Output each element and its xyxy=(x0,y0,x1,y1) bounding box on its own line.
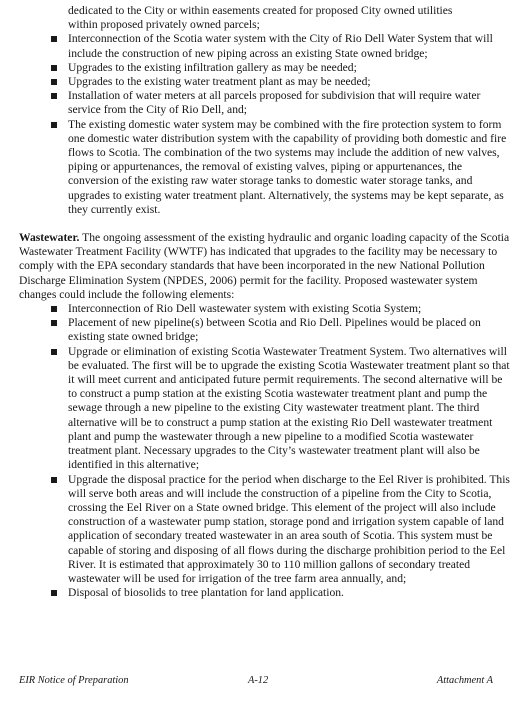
bullet-icon xyxy=(51,79,57,85)
bullet-icon xyxy=(51,65,57,71)
list-item xyxy=(19,345,513,473)
list-item xyxy=(19,586,513,600)
list-item-text: Disposal of biosolids to tree plantation for land application. xyxy=(68,586,344,600)
list-item xyxy=(19,75,513,89)
water-system-bullet-list xyxy=(19,32,513,217)
list-item xyxy=(19,473,513,587)
document-body xyxy=(19,4,513,600)
page-number: A-12 xyxy=(248,675,269,686)
wastewater-section xyxy=(19,231,513,600)
bullet-icon xyxy=(51,36,57,42)
list-item xyxy=(19,61,513,75)
bullet-icon xyxy=(51,477,57,483)
list-item xyxy=(19,32,513,60)
footer-attachment-label: Attachment A xyxy=(436,675,493,686)
bullet-icon xyxy=(51,306,57,312)
list-item xyxy=(19,89,513,117)
list-item-text: Placement of new pipeline(s) between Scotia and Rio Dell. Pipelines would be placed on existing state owned bridge; xyxy=(68,316,481,344)
bullet-icon xyxy=(51,122,57,128)
list-item-text: Installation of water meters at all parcels proposed for subdivision that will require water service from the City of Rio Dell, and; xyxy=(68,89,481,117)
bullet-icon xyxy=(51,349,57,355)
list-item xyxy=(19,316,513,344)
continuation-line-1: dedicated to the City or within easements created for proposed City owned utilities xyxy=(68,4,453,17)
list-item-text: Interconnection of the Scotia water system with the City of Rio Dell Water System that will include the construction of new piping across an existing State owned bridge; xyxy=(68,32,493,60)
list-item-text: Upgrade the disposal practice for the period when discharge to the Eel River is prohibited. This will serve both areas and will include the construction of a pipeline from the City to Scotia, crossing the Eel River on a State owned bridge. This element of the project will also include construction of a wastewater pump station, storage pond and irrigation system capable of land application of secondary treated wastewater in an area south of Scotia. This system must be capable of storing and disposing of all flows during the discharge prohibition period to the Eel River. It is estimated that approximately 30 to 110 million gallons of secondary treated wastewater will be used for irrigation of the tree farm area annually, and; xyxy=(68,472,510,585)
list-item-text: Upgrades to the existing water treatment plant as may be needed; xyxy=(68,75,371,89)
footer-document-title: EIR Notice of Preparation xyxy=(19,675,129,686)
bullet-icon xyxy=(51,590,57,596)
bullet-icon xyxy=(51,320,57,326)
list-item-text: Upgrades to the existing infiltration gallery as may be needed; xyxy=(68,60,357,74)
list-item xyxy=(19,118,513,217)
wastewater-paragraph xyxy=(19,231,513,302)
list-item xyxy=(19,302,513,316)
list-item-text: Interconnection of Rio Dell wastewater system with existing Scotia System; xyxy=(68,302,422,316)
list-item-text: Upgrade or elimination of existing Scotia Wastewater Treatment System. Two alternatives will be evaluated. The first will be to upgrade the existing Scotia Wastewater treatment plant so that it will meet current and anticipated future permit requirements. The second alternative will be to construct a pump station at the existing Scotia wastewater treatment plant and pump the sewage through a new pipeline to the existing City wastewater treatment plant. The third alternative will be to construct a pump station at the existing Rio Dell wastewater treatment plant and pump the wastewater through a new pipeline to a modified Scotia wastewater treatment plant. Necessary upgrades to the City’s wastewater treatment plant will also be identified in this alternative; xyxy=(68,344,510,472)
bullet-icon xyxy=(51,93,57,99)
wastewater-bullet-list xyxy=(19,302,513,600)
list-item-text: The existing domestic water system may be combined with the fire protection system to form one domestic water distribution system with the capability of providing both domestic and fire flows to Scotia. The combination of the two systems may include the addition of new valves, piping or appurtenances, the removal of existing valves, piping or appurtenances, the conversion of the existing raw water storage tanks to domestic water storage tanks, and upgrades to existing water treatment plant. Alternatively, the systems may be kept separate, as they currently exist. xyxy=(68,117,507,216)
wastewater-heading: Wastewater. xyxy=(19,231,80,245)
continuation-line-2: within proposed privately owned parcels; xyxy=(68,18,260,32)
wastewater-intro: The ongoing assessment of the existing hydraulic and organic loading capacity of the Scotia Wastewater Treatment Facility (WWTF) has indicated that upgrades to the facility may be necessary to comply with the EPA secondary standards that have been incorporated in the new National Pollution Discharge Elimination System (NPDES, 2006) permit for the facility. Proposed wastewater system changes could include the following elements: xyxy=(19,231,510,301)
